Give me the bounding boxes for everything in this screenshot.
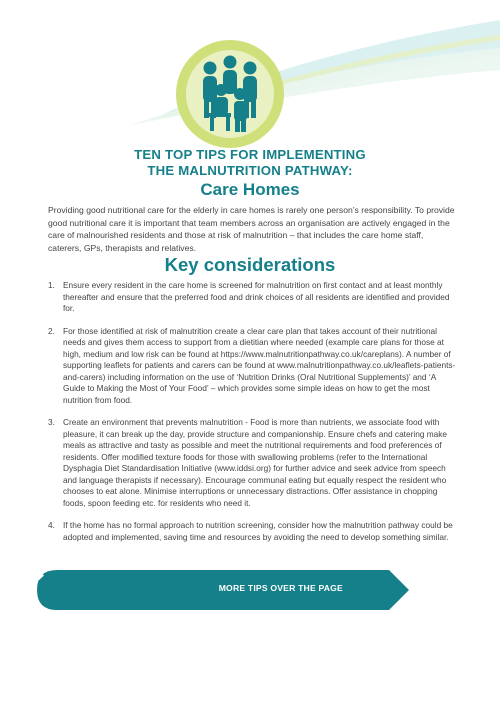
page-title: [0, 147, 500, 179]
title-line-2: THE MALNUTRITION PATHWAY:: [147, 163, 353, 178]
tip-text: For those identified at risk of malnutrition create a clear care plan that takes account of their nutritional needs and gives them access to support from a dietitian where needed (example care plans for those at high, medium and low risk can be found at https://www.malnutritionpathway.co.uk/careplans). A number of supporting leaflets for patients and carers can be found at www.malnutritionpathway.co.uk/leaflets-patients-and-carers) including information on the use of ‘Nutrition Drinks (Oral Nutritional Supplements)’ and ‘A Guide to Making the Most of Your Food’ – which provides some simple ideas on how to get the most nutrition from food.: [63, 325, 456, 405]
tip-number: 3.: [48, 417, 55, 427]
more-tips-label: MORE TIPS OVER THE PAGE: [218, 583, 343, 593]
more-tips-banner[interactable]: [37, 570, 409, 610]
tip-text: Ensure every resident in the care home is screened for malnutrition on first contact and at least monthly thereafter and ensure that the preferred food and drink choices of all residents are identified and provided for.: [63, 280, 450, 313]
tip-number: 2.: [48, 325, 55, 336]
tip-number: 4.: [48, 520, 55, 530]
list-item: [48, 417, 456, 509]
list-item: [48, 326, 456, 407]
title-line-1: TEN TOP TIPS FOR IMPLEMENTING: [134, 147, 366, 162]
intro-paragraph: Providing good nutritional care for the elderly in care homes is rarely one person’s responsibility. To provide good nutritional care it is important that team members across an organisation are actively engaged in the care of malnourished residents and those at risk of malnutrition – that includes the care home staff, caterers, GPs, therapists and relatives.: [48, 205, 455, 253]
list-item: [48, 520, 456, 543]
tip-text: If the home has no formal approach to nutrition screening, consider how the malnutrition pathway could be adopted and implemented, saving time and resources by avoiding the need to develop something similar.: [63, 520, 453, 542]
section-title: Key considerations: [164, 254, 336, 275]
list-item: [48, 280, 456, 315]
chevron-right-icon: [37, 570, 45, 581]
tips-list: [48, 280, 456, 543]
page-subtitle: Care Homes: [200, 180, 300, 199]
tip-number: 1.: [48, 280, 55, 290]
tip-text: Create an environment that prevents malnutrition - Food is more than nutrients, we associate food with pleasure, it can break up the day, provide structure and companionship. Ensure chefs and catering make meals as attractive and tasty as possible and meet the nutritional requirements and food preferences of residents. Offer modified texture foods for those with swallowing problems (refer to the International Dysphagia Diet Standardisation Initiative (www.iddsi.org) for further advice and seek advice from speech and language therapists if necessary). Encourage communal eating but equally respect the resident who chooses to eat alone. Minimise interruptions or unnecessary distractions. Offer assistance in chopping foods, spoon feeding etc. for residents who need it.: [63, 417, 448, 508]
people-group-icon: [174, 38, 286, 150]
